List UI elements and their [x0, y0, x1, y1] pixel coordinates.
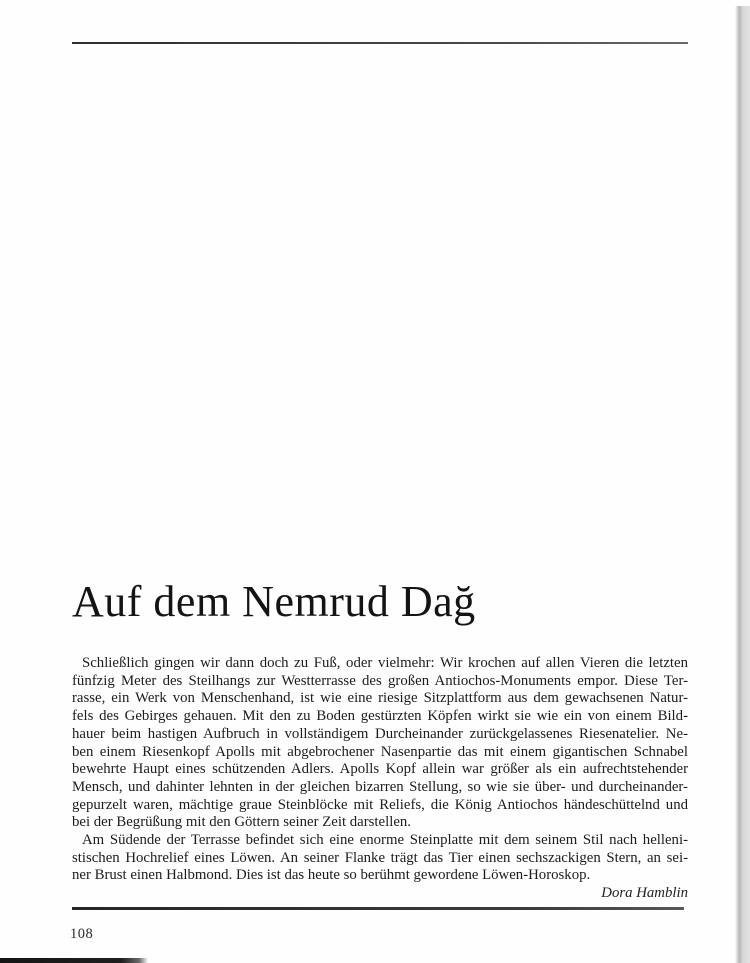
text-line: Schließlich gingen wir dann doch zu Fuß, oder vielmehr: Wir krochen auf allen Vieren die letzten — [82, 655, 688, 671]
text-line: hauer beim hastigen Aufbruch in vollständigem Durcheinander zurückgelassenes Riesenatelier. Ne- — [72, 725, 688, 742]
paragraph — [72, 832, 688, 885]
bottom-rule — [72, 907, 684, 910]
text-line: rasse, ein Werk von Menschenhand, ist wie eine riesige Sitzplattform aus dem gewachsenen Natur- — [72, 690, 688, 707]
text-line: fels des Gebirges gehauen. Mit den zu Boden gestürzten Köpfen wirkt sie wie ein von einem Bild- — [72, 708, 688, 725]
text-line: bewehrte Haupt eines schützenden Adlers. Apolls Kopf allein war größer als ein aufrechtstehender — [72, 761, 688, 778]
body-text — [72, 655, 688, 885]
page-number: 108 — [70, 926, 94, 942]
text-line: ben einem Riesenkopf Apolls mit abgebrochener Nasenpartie das mit einem gigantischen Schnabel — [72, 743, 688, 760]
top-rule — [72, 42, 688, 44]
article-title: Auf dem Nemrud Dağ — [72, 577, 476, 626]
text-line: Am Südende der Terrasse befindet sich eine enorme Steinplatte mit dem seinem Stil nach helleni- — [82, 832, 688, 849]
text-line: fünfzig Meter des Steilhangs zur Westterrasse des großen Antiochos-Monuments empor. Diese Ter- — [72, 672, 688, 689]
paragraph — [72, 655, 688, 832]
scan-artifact-strip — [0, 958, 148, 963]
text-line: stischen Hochrelief eines Löwen. An seiner Flanke trägt das Tier einen sechszackigen Stern, an sei- — [72, 849, 688, 866]
text-line: bei der Begrüßung mit den Göttern seiner Zeit darstellen. — [72, 814, 411, 831]
text-line: gepurzelt waren, mächtige graue Steinblöcke mit Reliefs, die König Antiochos händeschüttelnd und — [72, 796, 688, 813]
text-line: ner Brust einen Halbmond. Dies ist das heute so berühmt gewordene Löwen-Horoskop. — [72, 867, 591, 884]
page-edge-shadow — [735, 6, 750, 963]
text-line: Mensch, und dahinter lehnten in der gleichen bizarren Stellung, so wie sie über- und durcheinander- — [72, 778, 688, 795]
author-attribution: Dora Hamblin — [601, 885, 688, 901]
